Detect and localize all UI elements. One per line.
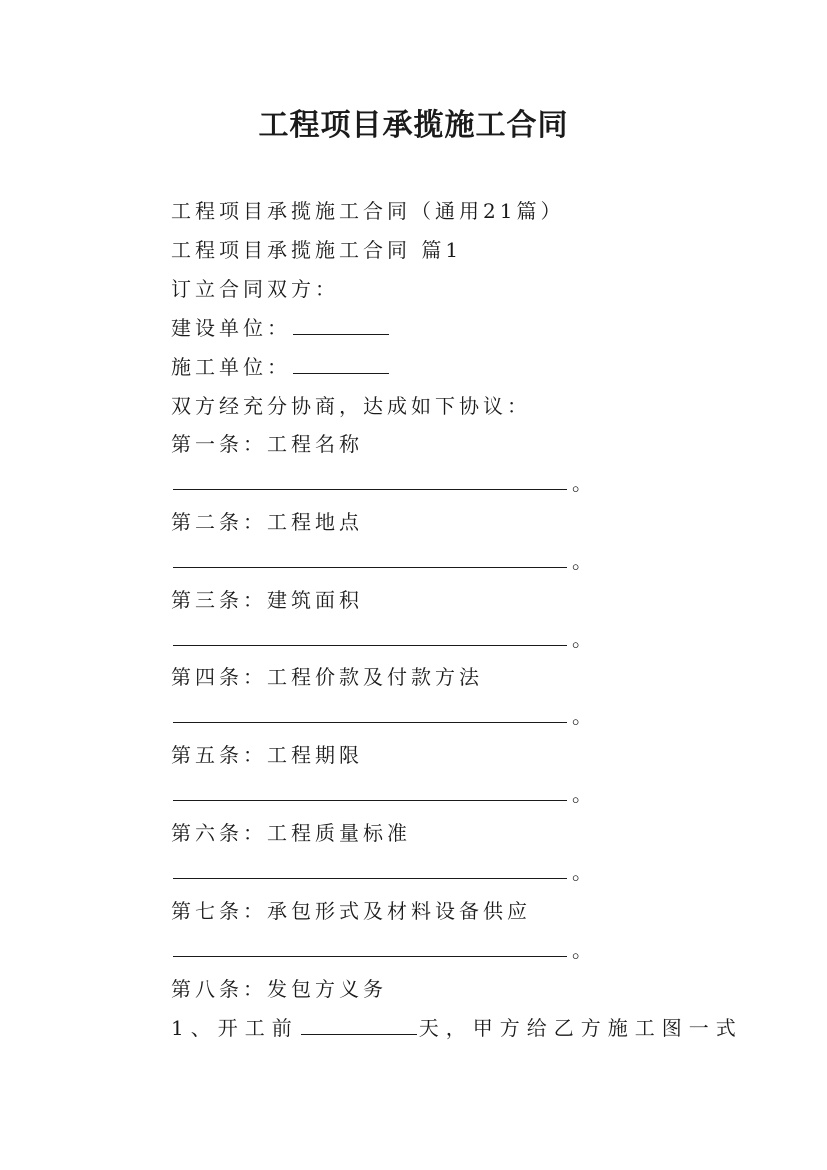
agreement-line: 双方经充分协商，达成如下协议： [171, 394, 531, 418]
article-7-blank[interactable] [173, 938, 567, 957]
article-1-blank[interactable] [173, 471, 567, 490]
article-5-blank-line [171, 781, 596, 807]
article-5-blank[interactable] [173, 782, 567, 801]
contractor-label: 施工单位： [171, 355, 291, 379]
article-6-heading: 第六条：工程质量标准 [171, 821, 411, 845]
article-4-blank-line [171, 703, 596, 729]
article-1-blank-line [171, 470, 596, 496]
period-mark: 。 [572, 938, 596, 962]
period-mark: 。 [572, 471, 596, 495]
article-1-heading: 第一条：工程名称 [171, 432, 363, 456]
article-3-blank[interactable] [173, 627, 567, 646]
article-4-heading: 第四条：工程价款及付款方法 [171, 665, 483, 689]
article-7-heading: 第七条：承包形式及材料设备供应 [171, 899, 531, 923]
period-mark: 。 [572, 782, 596, 806]
period-mark: 。 [572, 860, 596, 884]
parties-line: 订立合同双方： [171, 277, 339, 301]
builder-label: 建设单位： [171, 316, 291, 340]
item-1-suffix: 天，甲方给乙方施工图一式 [418, 1016, 743, 1040]
article-2-heading: 第二条：工程地点 [171, 510, 363, 534]
contractor-line [171, 354, 391, 380]
item-1-line [171, 1015, 743, 1041]
article-2-blank-line [171, 548, 596, 574]
article-3-heading: 第三条：建筑面积 [171, 588, 363, 612]
article-4-blank[interactable] [173, 704, 567, 723]
article-2-blank[interactable] [173, 549, 567, 568]
period-mark: 。 [572, 549, 596, 573]
article-6-blank[interactable] [173, 860, 567, 879]
period-mark: 。 [572, 627, 596, 651]
item-1-days-blank[interactable] [301, 1016, 417, 1035]
chapter-line: 工程项目承揽施工合同 篇1 [171, 238, 463, 262]
builder-blank[interactable] [293, 316, 389, 335]
subtitle-line: 工程项目承揽施工合同（通用21篇） [171, 199, 565, 223]
article-8-heading: 第八条：发包方义务 [171, 977, 387, 1001]
article-5-heading: 第五条：工程期限 [171, 743, 363, 767]
contractor-blank[interactable] [293, 355, 389, 374]
builder-line [171, 315, 391, 341]
item-1-prefix: 1、开工前 [171, 1016, 299, 1040]
article-3-blank-line [171, 626, 596, 652]
period-mark: 。 [572, 704, 596, 728]
article-6-blank-line [171, 859, 596, 885]
document-title: 工程项目承揽施工合同 [258, 108, 569, 143]
article-7-blank-line [171, 937, 596, 963]
